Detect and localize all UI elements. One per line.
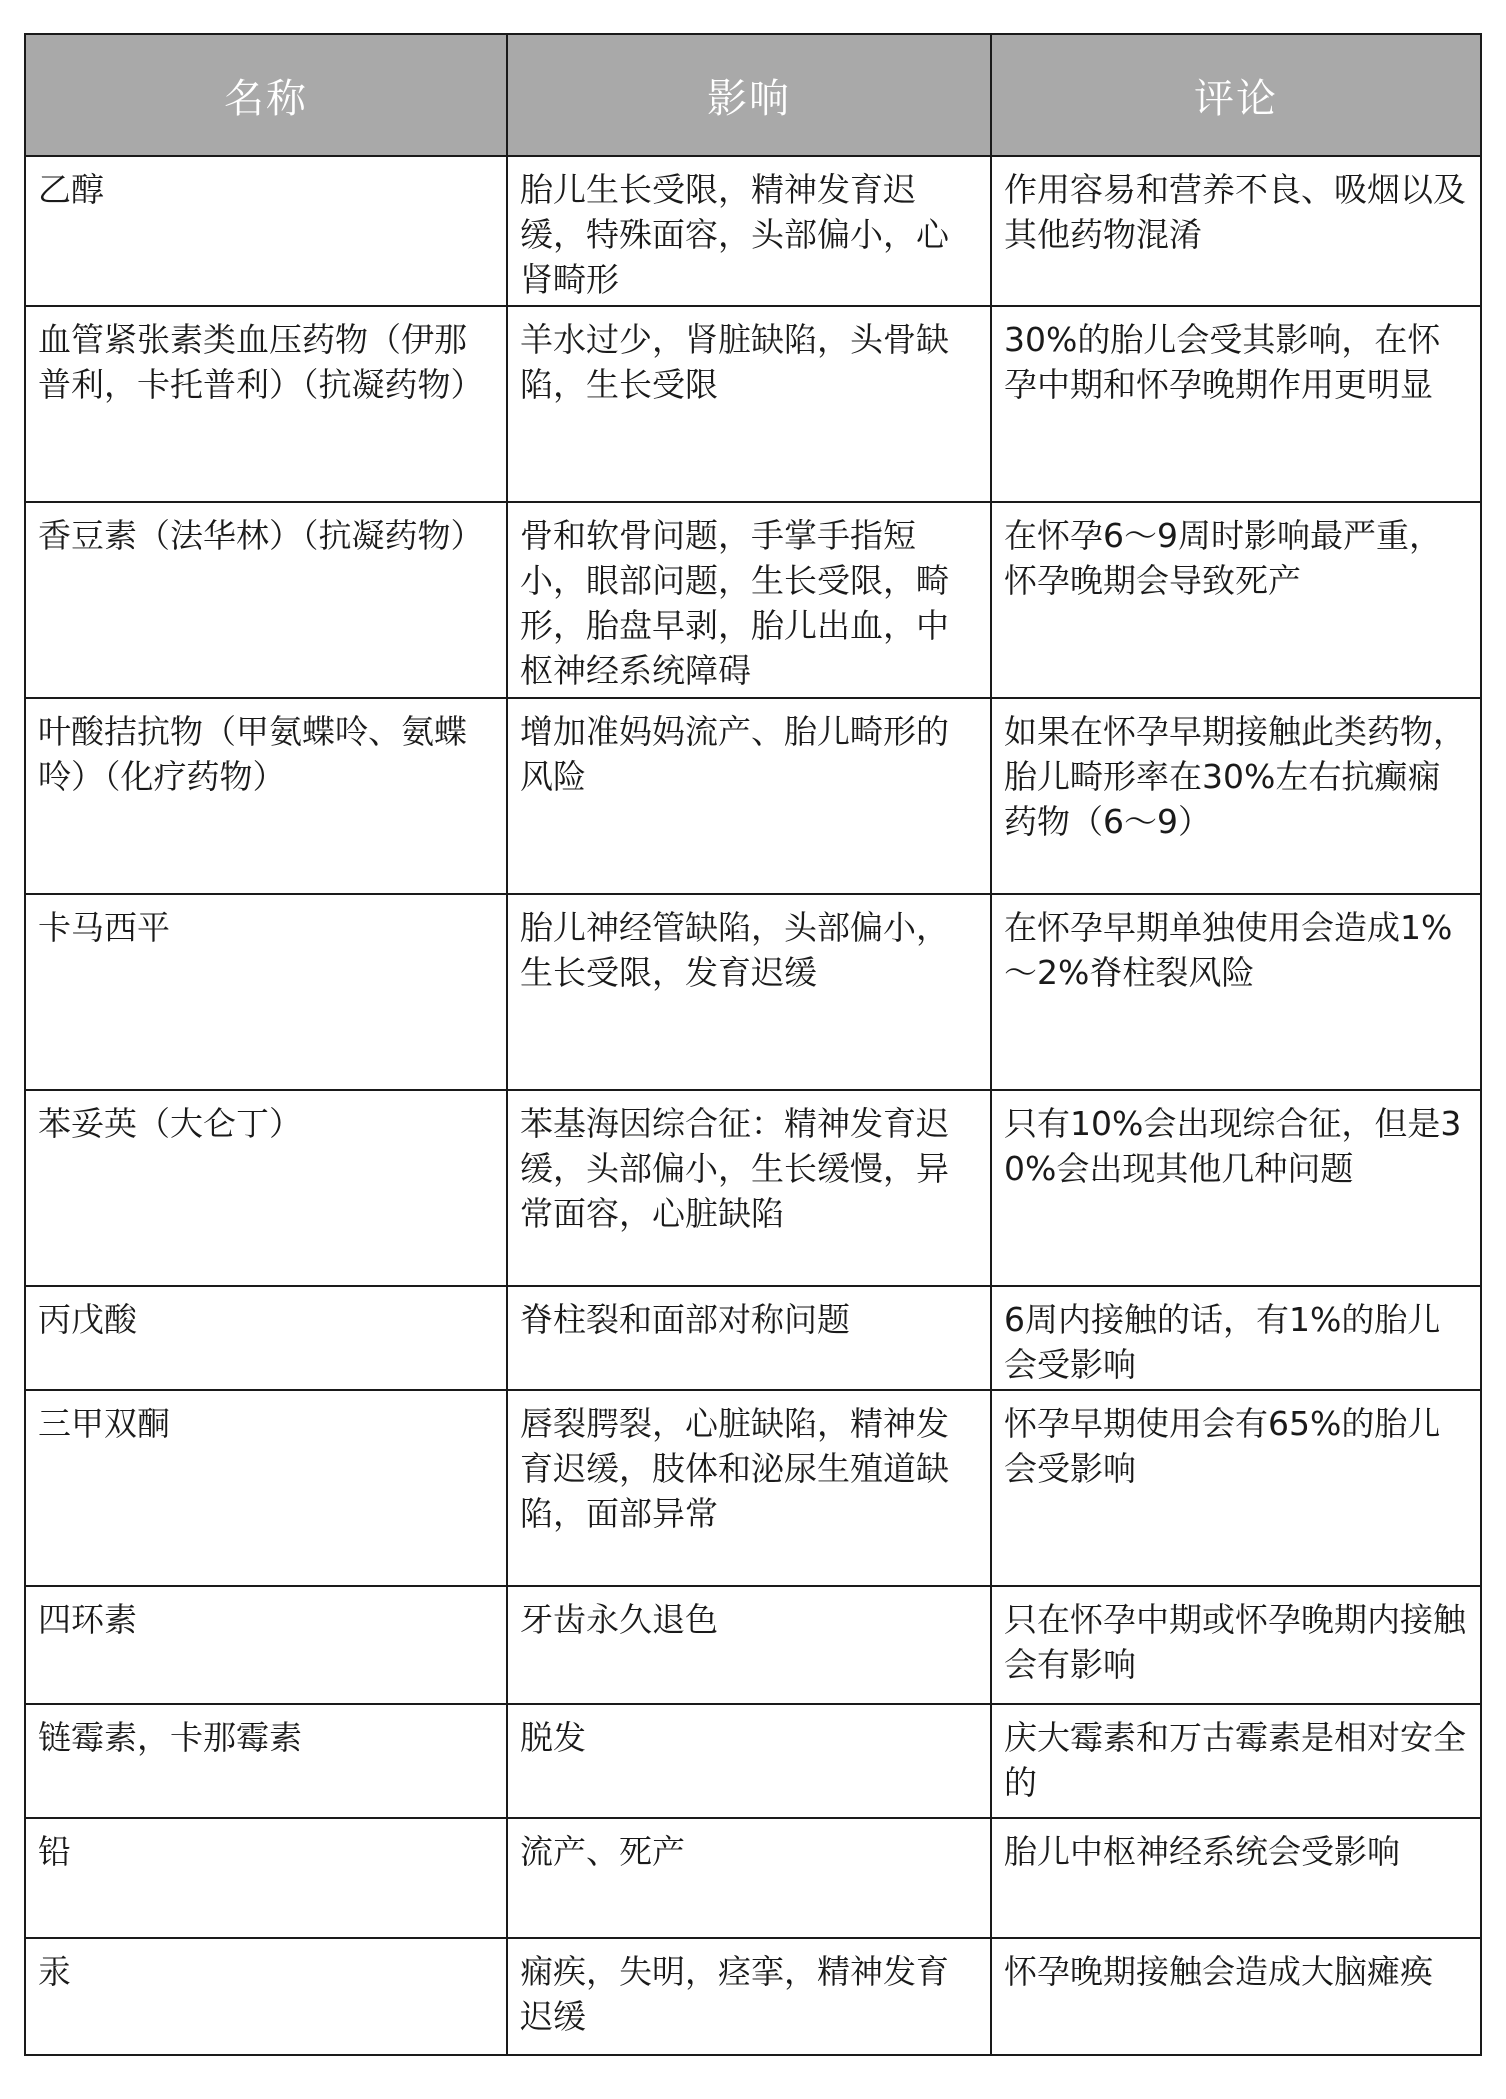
- cell-name: 链霉素，卡那霉素: [25, 1704, 507, 1818]
- table-row: [25, 156, 1481, 306]
- cell-comment: 怀孕晚期接触会造成大脑瘫痪: [991, 1938, 1481, 2055]
- cell-effect: 牙齿永久退色: [507, 1586, 991, 1704]
- cell-effect: 羊水过少，肾脏缺陷，头骨缺陷，生长受限: [507, 306, 991, 502]
- cell-comment: 如果在怀孕早期接触此类药物，胎儿畸形率在30%左右抗癫痫药物（6～9）: [991, 698, 1481, 894]
- table-row: [25, 1818, 1481, 1938]
- cell-name: 丙戊酸: [25, 1286, 507, 1390]
- table-row: [25, 1586, 1481, 1704]
- cell-comment: 只在怀孕中期或怀孕晚期内接触会有影响: [991, 1586, 1481, 1704]
- cell-name: 血管紧张素类血压药物（伊那普利，卡托普利）（抗凝药物）: [25, 306, 507, 502]
- table-row: [25, 894, 1481, 1090]
- header-effect: 影响: [507, 34, 991, 156]
- cell-comment: 作用容易和营养不良、吸烟以及其他药物混淆: [991, 156, 1481, 306]
- header-comment: 评论: [991, 34, 1481, 156]
- table-row: [25, 306, 1481, 502]
- cell-name: 汞: [25, 1938, 507, 2055]
- cell-comment: 30%的胎儿会受其影响，在怀孕中期和怀孕晚期作用更明显: [991, 306, 1481, 502]
- cell-effect: 苯基海因综合征：精神发育迟缓，头部偏小，生长缓慢，异常面容，心脏缺陷: [507, 1090, 991, 1286]
- cell-name: 铅: [25, 1818, 507, 1938]
- cell-comment: 6周内接触的话，有1%的胎儿会受影响: [991, 1286, 1481, 1390]
- cell-comment: 在怀孕6～9周时影响最严重，怀孕晚期会导致死产: [991, 502, 1481, 698]
- cell-effect: 增加准妈妈流产、胎儿畸形的风险: [507, 698, 991, 894]
- table-row: [25, 698, 1481, 894]
- table-row: [25, 1704, 1481, 1818]
- cell-effect: 骨和软骨问题，手掌手指短小，眼部问题，生长受限，畸形，胎盘早剥，胎儿出血，中枢神经系统障碍: [507, 502, 991, 698]
- drug-effects-table: [24, 33, 1482, 2056]
- cell-effect: 脱发: [507, 1704, 991, 1818]
- cell-effect: 唇裂腭裂，心脏缺陷，精神发育迟缓，肢体和泌尿生殖道缺陷，面部异常: [507, 1390, 991, 1586]
- table-row: [25, 1938, 1481, 2055]
- cell-comment: 只有10%会出现综合征，但是30%会出现其他几种问题: [991, 1090, 1481, 1286]
- cell-name: 香豆素（法华林）（抗凝药物）: [25, 502, 507, 698]
- cell-effect: 流产、死产: [507, 1818, 991, 1938]
- cell-name: 卡马西平: [25, 894, 507, 1090]
- table-row: [25, 1286, 1481, 1390]
- cell-name: 苯妥英（大仑丁）: [25, 1090, 507, 1286]
- cell-name: 叶酸拮抗物（甲氨蝶呤、氨蝶呤）（化疗药物）: [25, 698, 507, 894]
- table-row: [25, 1390, 1481, 1586]
- cell-effect: 痫疾，失明，痉挛，精神发育迟缓: [507, 1938, 991, 2055]
- table-row: [25, 502, 1481, 698]
- cell-effect: 胎儿神经管缺陷，头部偏小，生长受限，发育迟缓: [507, 894, 991, 1090]
- cell-effect: 胎儿生长受限，精神发育迟缓，特殊面容，头部偏小，心肾畸形: [507, 156, 991, 306]
- cell-comment: 怀孕早期使用会有65%的胎儿会受影响: [991, 1390, 1481, 1586]
- cell-comment: 庆大霉素和万古霉素是相对安全的: [991, 1704, 1481, 1818]
- cell-name: 三甲双酮: [25, 1390, 507, 1586]
- cell-comment: 在怀孕早期单独使用会造成1%～2%脊柱裂风险: [991, 894, 1481, 1090]
- cell-name: 乙醇: [25, 156, 507, 306]
- cell-comment: 胎儿中枢神经系统会受影响: [991, 1818, 1481, 1938]
- cell-effect: 脊柱裂和面部对称问题: [507, 1286, 991, 1390]
- header-row: [25, 34, 1481, 156]
- header-name: 名称: [25, 34, 507, 156]
- table-row: [25, 1090, 1481, 1286]
- cell-name: 四环素: [25, 1586, 507, 1704]
